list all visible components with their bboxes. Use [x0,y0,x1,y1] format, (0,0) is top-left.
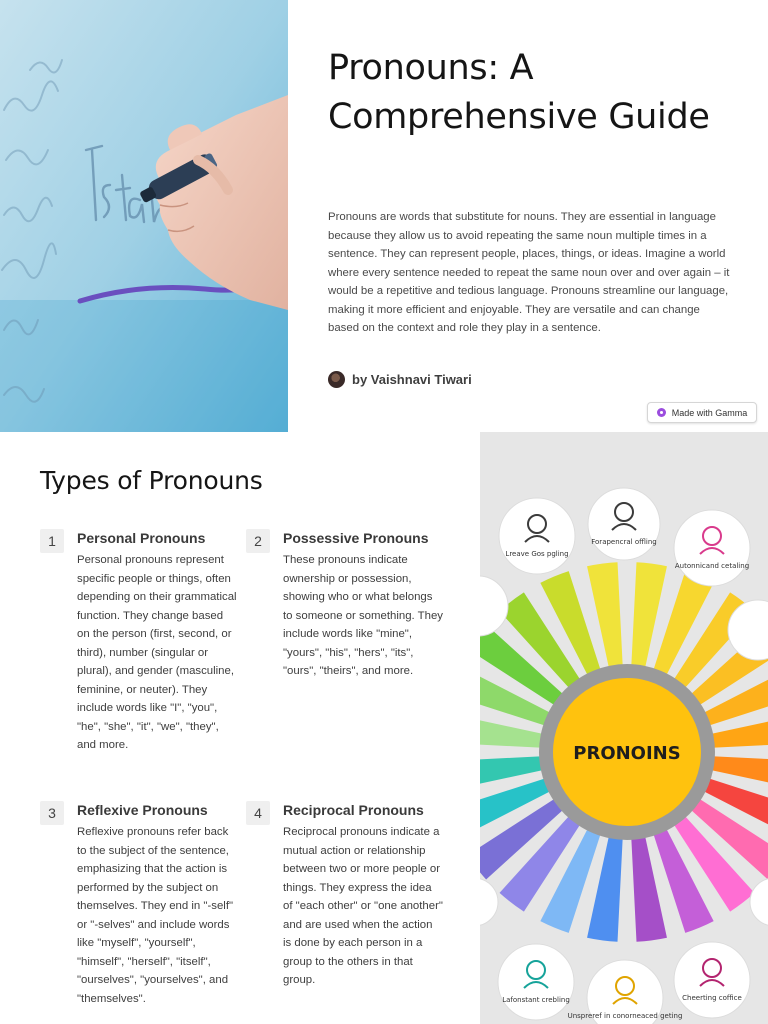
item-number: 3 [40,801,64,825]
made-with-gamma-badge[interactable] [647,402,757,423]
item-description: Reflexive pronouns refer back to the subject of the sentence, emphasizing that the action is performed by the subject on themselves. They end in "-self" or "-selves" and include words like "myself", "yourself", "himself", "herself", "itself", "ourselves", "yourselves", and "themselves". [77,826,234,1005]
item-number: 4 [246,801,270,825]
whiteboard-hand-illustration [0,0,288,432]
item-description: These pronouns indicate ownership or possession, showing who or what belongs to someone or something. They include words like "mine", "yours", "his", "hers", "its", "ours", "theirs", and more. [283,554,443,677]
wheel-icon-badge-partial [750,878,768,926]
wheel-icon-badge [674,942,750,1018]
icon-caption: Lreave Gos pgling [505,550,569,558]
wheel-icon-badge [498,944,574,1020]
item-description: Personal pronouns represent specific people or things, often depending on their grammatical function. They change based on the person (first, second, or third), number (singular or plural), and gender (masculine, feminine, or neuter). They include words like "I", "you", "he", "she", "it", "we", "they", and more. [77,554,237,751]
wheel-center-label: PRONOINS [573,743,681,764]
item-description: Reciprocal pronouns indicate a mutual action or relationship between two or more people or things. They express the idea of "each other" or "one another" and are used when the action is done by each person in a group to the others in that group. [283,826,443,986]
wheel-svg [480,432,768,1024]
author-name: by Vaishnavi Tiwari [352,371,472,387]
page-title: Pronouns: A Comprehensive Guide [328,48,710,137]
author-avatar [328,371,345,388]
author-byline [328,369,472,389]
types-slide [0,432,768,1024]
icon-caption: Cheerting coffice [682,994,742,1002]
item-number: 2 [246,529,270,553]
pronoun-wheel-illustration [480,432,768,1024]
wheel-icon-badge [499,498,575,574]
wheel-icon-badge-partial [480,576,508,636]
item-title: Reflexive Pronouns [77,802,208,818]
icon-caption: Autonnicand cetaling [674,562,750,570]
whiteboard-photo [0,0,288,432]
icon-caption: Forapencral offling [591,538,657,546]
badge-label: Made with Gamma [671,407,748,418]
icon-caption: Lafonstant crebling [502,996,570,1004]
cover-slide [0,0,768,432]
wheel-icon-badge [674,510,750,586]
item-title: Reciprocal Pronouns [283,802,424,818]
section-title: Types of Pronouns [40,466,263,495]
item-title: Possessive Pronouns [283,530,429,546]
wheel-icon-badge [568,960,683,1024]
item-number: 1 [40,529,64,553]
gamma-logo-icon [657,408,666,417]
intro-paragraph: Pronouns are words that substitute for nouns. They are essential in language because they allow us to avoid repeating the same noun multiple times in a sentence. They can represent people, places, things, or ideas. Imagine a world where every sentence needed to repeat the same noun over and over again – it would be a repetitive and tedious language. Pronouns streamline our language, making it more efficient and enjoyable. They are versatile and can change based on the context and role they play in a sentence. [328,211,730,334]
icon-caption: Unspreref in conorneaced geting [567,1012,683,1020]
item-title: Personal Pronouns [77,530,206,546]
wheel-icon-badge [588,488,660,560]
wheel-icon-badge-partial [480,878,498,926]
